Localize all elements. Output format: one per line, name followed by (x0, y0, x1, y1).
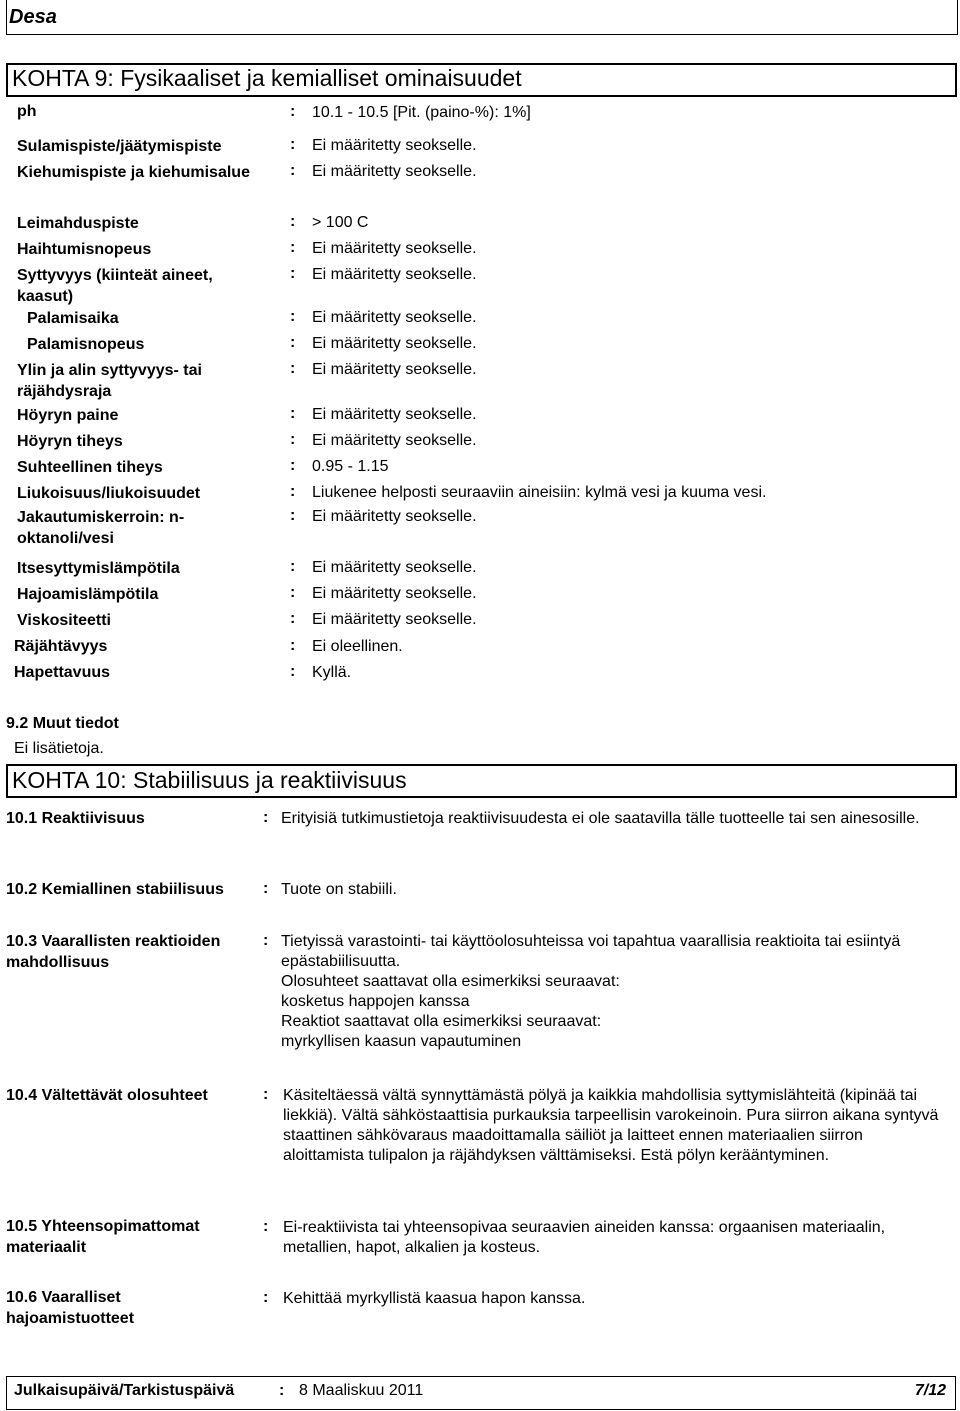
s10-value-incompatible-materials: Ei-reaktiivista tai yhteensopivaa seuraavien aineiden kanssa: orgaanisen materiaalin, metallien, hapot, alkalien ja kosteus. (283, 1219, 886, 1256)
s10-label-decomposition-products: 10.6 Vaaralliset hajoamistuotteet (6, 1289, 135, 1327)
s10-label-hazardous-reactions: 10.3 Vaarallisten reaktioiden mahdollisuus (6, 933, 221, 971)
prop-label-viscosity: Viskositeetti (17, 612, 111, 629)
s10-label-stability: 10.2 Kemiallinen stabiilisuus (6, 881, 224, 898)
s10-value-decomposition-products: Kehittää myrkyllistä kaasua hapon kanssa. (283, 1290, 586, 1307)
colon: : (263, 1086, 269, 1103)
prop-label-autoignition: Itsesyttymislämpötila (17, 560, 180, 577)
prop-value-boiling-point: Ei määritetty seokselle. (312, 163, 477, 180)
page-number: 7/12 (914, 1382, 946, 1399)
prop-value-partition-coefficient: Ei määritetty seokselle. (312, 508, 477, 525)
prop-label-vapor-pressure: Höyryn paine (17, 407, 119, 424)
prop-label-partition-coefficient: Jakautumiskerroin: n-oktanoli/vesi (17, 509, 185, 547)
prop-value-burning-rate: Ei määritetty seokselle. (312, 335, 477, 352)
colon: : (290, 483, 296, 500)
colon: : (290, 360, 296, 377)
colon: : (290, 308, 296, 325)
s10-hazardous-reactions-line: kosketus happojen kanssa (281, 993, 470, 1010)
header-bar (6, 0, 958, 35)
prop-value-relative-density: 0.95 - 1.15 (312, 458, 389, 475)
prop-value-oxidizing: Kyllä. (312, 664, 352, 681)
colon: : (290, 136, 296, 153)
prop-label-explosive-limits: Ylin ja alin syttyvyys- tai räjähdysraja (17, 362, 202, 400)
colon: : (279, 1382, 285, 1399)
prop-value-viscosity: Ei määritetty seokselle. (312, 611, 477, 628)
section9-title: KOHTA 9: Fysikaaliset ja kemialliset ominaisuudet (12, 65, 522, 91)
colon: : (263, 1289, 269, 1306)
s10-label-conditions-to-avoid: 10.4 Vältettävät olosuhteet (6, 1087, 208, 1104)
colon: : (263, 809, 269, 826)
colon: : (290, 637, 296, 654)
colon: : (290, 265, 296, 282)
colon: : (290, 213, 296, 230)
prop-label-solubility: Liukoisuus/liukoisuudet (17, 485, 201, 502)
s10-hazardous-reactions-line: Olosuhteet saattavat olla esimerkiksi seuraavat: (281, 973, 620, 990)
colon: : (290, 162, 296, 179)
prop-label-explosive: Räjähtävyys (14, 638, 108, 655)
prop-value-decomposition: Ei määritetty seokselle. (312, 585, 477, 602)
s10-label-reactivity: 10.1 Reaktiivisuus (6, 810, 145, 827)
prop-label-boiling-point: Kiehumispiste ja kiehumisalue (17, 164, 250, 181)
prop-label-relative-density: Suhteellinen tiheys (17, 459, 163, 476)
s10-value-conditions-to-avoid: Käsiteltäessä vältä synnyttämästä pölyä ja kaikkia mahdollisia syttymislähteitä (kipinää tai liekkiä). Vältä sähköstaattisia purkauksia tarpeellisin varokeinoin. Pura siirron aikana syntyvä staattinen sähkövaraus maadoittamalla säiliöt ja laitteet ennen materiaalien siirron aloittamista tulipalon ja räjähdyksen välttämiseksi. Estä pölyn kerääntyminen. (283, 1087, 939, 1164)
colon: : (290, 507, 296, 524)
prop-label-burning-rate: Palamisnopeus (27, 336, 145, 353)
prop-value-evaporation-rate: Ei määritetty seokselle. (312, 240, 477, 257)
prop-label-melting-point: Sulamispiste/jäätymispiste (17, 138, 222, 155)
colon: : (290, 334, 296, 351)
prop-value-flash-point: > 100 C (312, 214, 369, 231)
s10-hazardous-reactions-line: Reaktiot saattavat olla esimerkiksi seuraavat: (281, 1013, 602, 1030)
prop-value-autoignition: Ei määritetty seokselle. (312, 559, 477, 576)
colon: : (290, 663, 296, 680)
prop-value-explosive-limits: Ei määritetty seokselle. (312, 361, 477, 378)
prop-label-decomposition: Hajoamislämpötila (17, 586, 159, 603)
prop-label-ph: ph (17, 103, 37, 120)
s10-label-incompatible-materials: 10.5 Yhteensopimattomat materiaalit (6, 1218, 200, 1256)
colon: : (290, 431, 296, 448)
colon: : (290, 558, 296, 575)
colon: : (290, 457, 296, 474)
s10-hazardous-reactions-line: myrkyllisen kaasun vapautuminen (281, 1033, 522, 1050)
other-info-text: Ei lisätietoja. (14, 740, 104, 757)
colon: : (290, 405, 296, 422)
prop-value-vapor-pressure: Ei määritetty seokselle. (312, 406, 477, 423)
prop-label-burning-time: Palamisaika (27, 310, 119, 327)
prop-label-oxidizing: Hapettavuus (14, 664, 111, 681)
colon: : (263, 1218, 269, 1235)
colon: : (290, 239, 296, 256)
colon: : (290, 584, 296, 601)
colon: : (263, 880, 269, 897)
section10-title: KOHTA 10: Stabiilisuus ja reaktiivisuus (12, 767, 407, 793)
colon: : (290, 610, 296, 627)
s10-value-stability: Tuote on stabiili. (281, 881, 397, 898)
footer-date-value: 8 Maaliskuu 2011 (299, 1382, 424, 1399)
product-name: Desa (9, 6, 57, 28)
prop-value-ph: 10.1 - 10.5 [Pit. (paino-%): 1%] (312, 104, 531, 121)
colon: : (263, 932, 269, 949)
footer-date-label: Julkaisupäivä/Tarkistuspäivä (14, 1382, 235, 1399)
prop-value-burning-time: Ei määritetty seokselle. (312, 309, 477, 326)
prop-label-flammability: Syttyvyys (kiinteät aineet, kaasut) (17, 267, 213, 305)
prop-value-flammability: Ei määritetty seokselle. (312, 266, 477, 283)
prop-value-melting-point: Ei määritetty seokselle. (312, 137, 477, 154)
colon: : (290, 103, 296, 120)
other-info-title: 9.2 Muut tiedot (6, 715, 119, 732)
s10-value-hazardous-reactions: Tietyissä varastointi- tai käyttöolosuhteissa voi tapahtua vaarallisia reaktioita tai esiintyä epästabiilisuutta. (281, 933, 901, 970)
prop-value-explosive: Ei oleellinen. (312, 638, 403, 655)
s10-value-reactivity: Erityisiä tutkimustietoja reaktiivisuudesta ei ole saatavilla tälle tuotteelle tai sen ainesosille. (281, 810, 920, 827)
prop-value-solubility: Liukenee helposti seuraaviin aineisiin: kylmä vesi ja kuuma vesi. (312, 484, 767, 501)
prop-value-vapor-density: Ei määritetty seokselle. (312, 432, 477, 449)
prop-label-vapor-density: Höyryn tiheys (17, 433, 123, 450)
prop-label-flash-point: Leimahduspiste (17, 215, 139, 232)
prop-label-evaporation-rate: Haihtumisnopeus (17, 241, 152, 258)
